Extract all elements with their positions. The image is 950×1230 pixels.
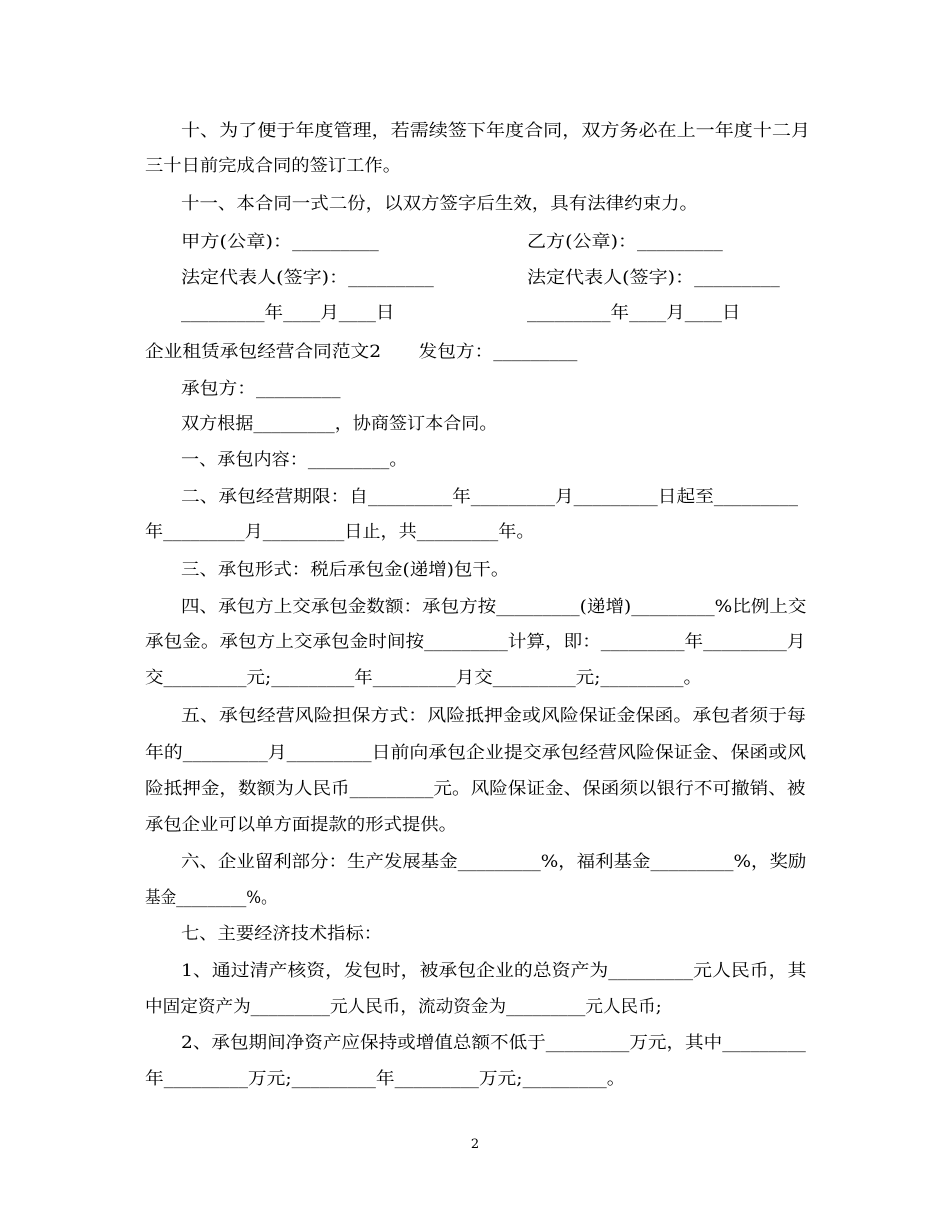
text-line: _________年____月____日 — [181, 303, 395, 323]
text-line: 企业租赁承包经营合同范文2 发包方：_________ — [145, 342, 578, 362]
text-line: 五、承包经营风险担保方式：风险抵押金或风险保证金保函。承包者须于每 — [181, 706, 806, 726]
text-line: 年的_________月_________日前向承包企业提交承包经营风险保证金、保函或风 — [145, 743, 806, 763]
text-line: 三、承包形式：税后承包金(递增)包干。 — [181, 560, 510, 580]
text-line: 三十日前完成合同的签订工作。 — [145, 156, 401, 176]
text-line: 年_________月_________日止，共_________年。 — [145, 522, 535, 542]
text-line: 险抵押金，数额为人民币_________元。风险保证金、保函须以银行不可撤销、被 — [145, 779, 806, 799]
text-line: 中固定资产为_________元人民币，流动资金为_________元人民币; — [145, 997, 662, 1017]
text-line: 七、主要经济技术指标： — [181, 924, 382, 944]
text-line: 年_________万元;_________年_________万元;_________。 — [145, 1069, 626, 1089]
text-line: 一、承包内容：_________。 — [181, 450, 408, 470]
text-line: 法定代表人(签字)：_________ — [527, 268, 780, 288]
text-line: 十一、本合同一式二份，以双方签字后生效，具有法律约束力。 — [181, 194, 698, 214]
text-line: 十、为了便于年度管理，若需续签下年度合同，双方务必在上一年度十二月 — [181, 121, 810, 141]
text-line: 四、承包方上交承包金数额：承包方按_________(递增)_________%比例上交 — [181, 597, 807, 617]
text-line: 乙方(公章)：_________ — [527, 232, 723, 252]
text-line: 甲方(公章)：_________ — [181, 232, 379, 252]
text-line: 2、承包期间净资产应保持或增值总额不低于_________万元，其中_________ — [181, 1033, 806, 1053]
text-line: 承包企业可以单方面提款的形式提供。 — [145, 815, 457, 835]
text-line: 基金_________%。 — [145, 888, 277, 908]
text-line: 交_________元;_________年_________月交_________元;_________。 — [145, 668, 702, 688]
text-line: 双方根据_________，协商签订本合同。 — [181, 414, 498, 434]
text-line: 六、企业留利部分：生产发展基金_________%，福利基金_________%，奖励 — [181, 852, 807, 872]
text-line: 承包方：_________ — [181, 379, 341, 399]
text-line: 1、通过清产核资，发包时，被承包企业的总资产为_________元人民币，其 — [181, 961, 807, 981]
page-number: 2 — [470, 1137, 480, 1152]
text-line: _________年____月____日 — [527, 303, 741, 323]
text-line: 二、承包经营期限：自_________年_________月_________日起至_________ — [181, 487, 799, 507]
text-line: 承包金。承包方上交承包金时间按_________计算，即：_________年_________月 — [145, 632, 806, 652]
text-line: 法定代表人(签字)：_________ — [181, 268, 434, 288]
